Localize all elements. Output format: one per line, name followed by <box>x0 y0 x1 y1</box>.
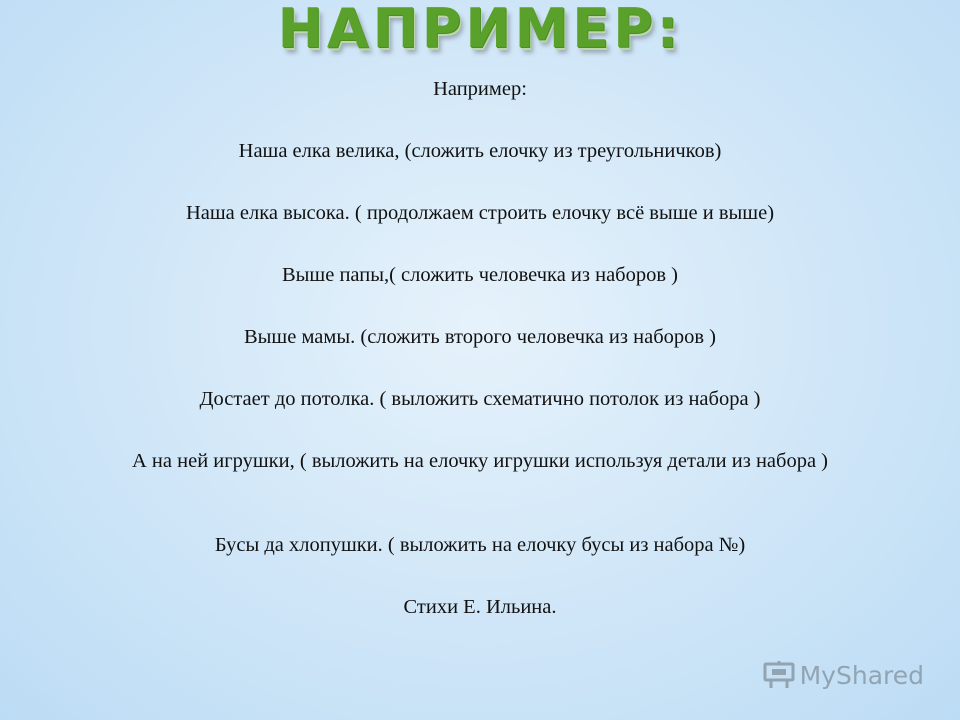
text-line: Наша елка велика, (сложить елочку из треугольничков) <box>238 140 722 162</box>
text-line: Бусы да хлопушки. ( выложить на елочку бусы из набора №) <box>214 534 746 556</box>
slide-body <box>60 78 900 658</box>
text-line: Выше мамы. (сложить второго человечка из наборов ) <box>243 326 717 348</box>
text-line: Например: <box>433 78 527 100</box>
presentation-board-icon <box>762 660 796 690</box>
text-line: Наша елка высока. ( продолжаем строить елочку всё выше и выше) <box>185 202 775 224</box>
watermark <box>762 660 924 690</box>
text-line: Стихи Е. Ильина. <box>403 596 557 618</box>
text-line: Достает до потолка. ( выложить схематично потолок из набора ) <box>199 388 761 410</box>
watermark-text: MyShared <box>799 660 924 690</box>
slide-title: НАПРИМЕР: <box>277 0 683 60</box>
text-line: Выше папы,( сложить человечка из наборов ) <box>281 264 678 286</box>
text-line: А на ней игрушки, ( выложить на елочку игрушки используя детали из набора ) <box>132 450 828 472</box>
